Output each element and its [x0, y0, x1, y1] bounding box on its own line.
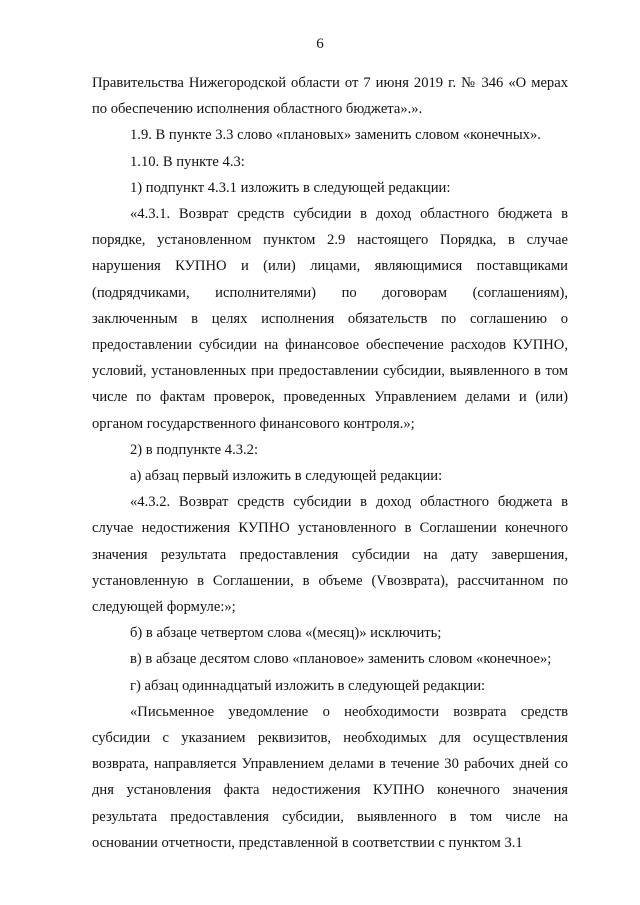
- paragraph-quote-4-3-1: «4.3.1. Возврат средств субсидии в доход областного бюджета в порядке, установленном пунктом 2.9 настоящего Порядка, в случае нарушения КУПНО и (или) лицами, являющимися поставщиками (подрядчиками, исполнителями) по договорам (соглашениям), заключенным в целях исполнения обязательств по соглашению о предоставлении субсидии на финансовое обеспечение расходов КУПНО, условий, установленных при предоставлении субсидии, выявленного в том числе по фактам проверок, проведенных Управлением делами и (или) органом государственного финансового контроля.»;: [92, 206, 568, 432]
- paragraph-subitem-b: б) в абзаце четвертом слова «(месяц)» исключить;: [130, 625, 442, 642]
- paragraph-subitem-g: г) абзац одиннадцатый изложить в следующей редакции:: [130, 677, 486, 694]
- paragraph-subitem-a: а) абзац первый изложить в следующей редакции:: [130, 468, 443, 485]
- paragraph-quote-notification: «Письменное уведомление о необходимости возврата средств субсидии с указанием реквизитов, необходимых для осуществления возврата, направляется Управлением делами в течение 30 рабочих дней со дня установления факта недостижения КУПНО конечного значения результата предоставления субсидии, выявленного в том числе на основании отчетности, представленной в соответствии с пунктом 3.1: [92, 703, 568, 851]
- paragraph-item-1-9: 1.9. В пункте 3.3 слово «плановых» заменить словом «конечных».: [130, 127, 541, 144]
- paragraph-item-1-10: 1.10. В пункте 4.3:: [130, 153, 245, 170]
- paragraph-quote-4-3-2: «4.3.2. Возврат средств субсидии в доход областного бюджета в случае недостижения КУПНО установленного в Соглашении конечного значения результата предоставления субсидии на дату завершения, установленную в Соглашении, в объеме (Vвозврата), рассчитанном по следующей формуле:»;: [92, 494, 568, 616]
- page-number: 6: [316, 36, 324, 52]
- paragraph-subitem-1: 1) подпункт 4.3.1 изложить в следующей редакции:: [130, 179, 451, 196]
- paragraph-subitem-2: 2) в подпункте 4.3.2:: [130, 441, 259, 458]
- paragraph-subitem-v: в) в абзаце десятом слово «плановое» заменить словом «конечное»;: [130, 651, 552, 668]
- paragraph-decree-reference: Правительства Нижегородской области от 7 июня 2019 г. № 346 «О мерах по обеспечению исполнения областного бюджета».».: [92, 75, 568, 118]
- document-body: [92, 70, 568, 856]
